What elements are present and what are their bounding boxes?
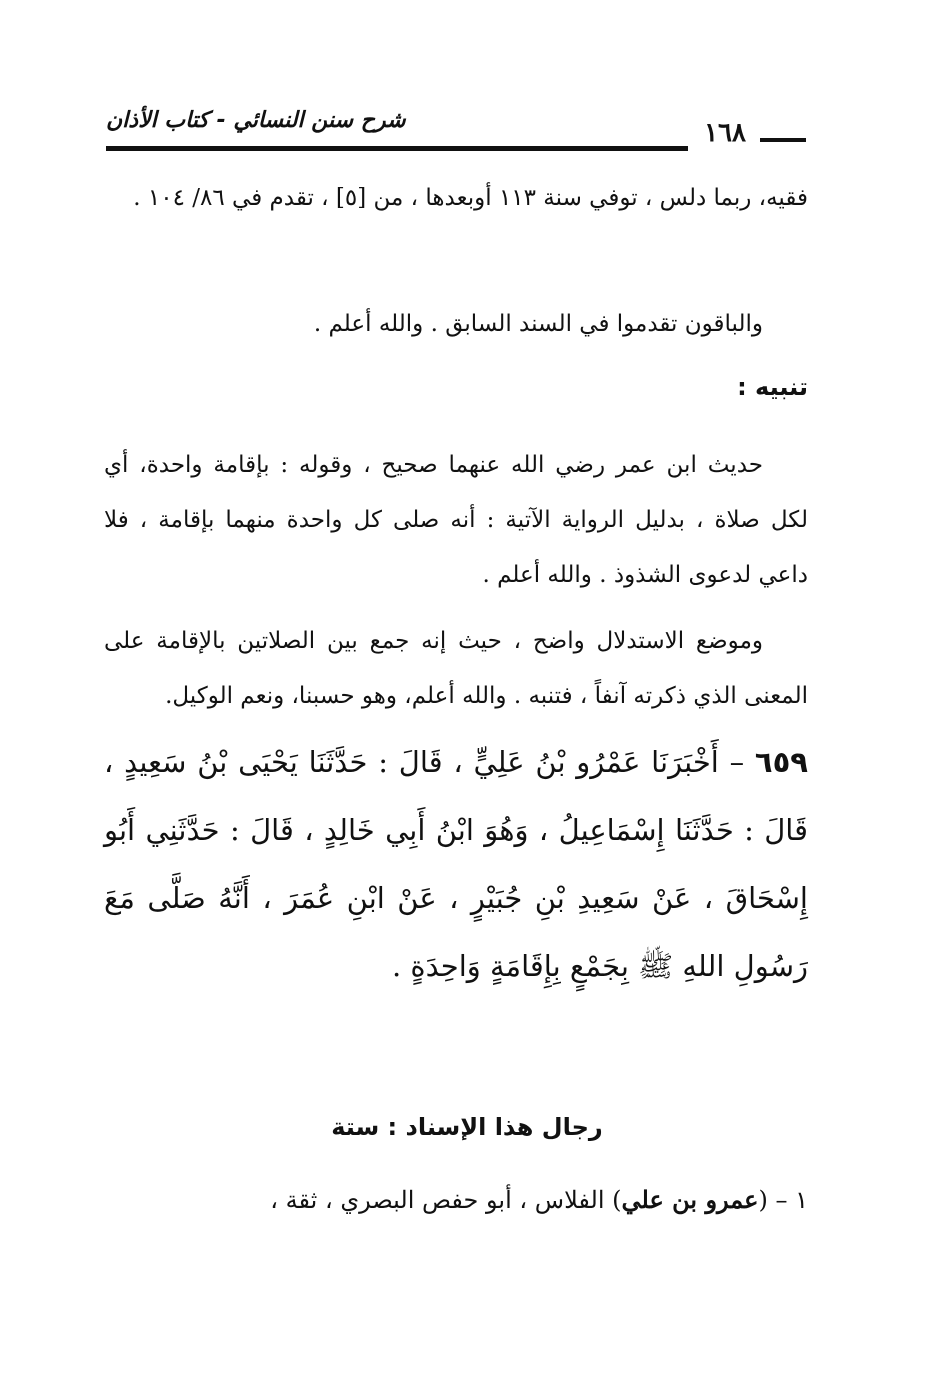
note-heading: تنبيه : [737, 373, 808, 401]
paragraph-narrator-continuation: فقيه، ربما دلس ، توفي سنة ١١٣ أوبعدها ، من [٥] ، تقدم في ٨٦/ ١٠٤ . [133, 185, 808, 211]
header-rule [106, 146, 688, 151]
running-header [106, 108, 806, 148]
header-dash [760, 138, 806, 142]
narrator-entry-prefix: ١ – ( [758, 1186, 808, 1214]
header-title: شرح سنن النسائي - كتاب الأذان [106, 108, 406, 133]
paragraph-inference: وموضع الاستدلال واضح ، حيث إنه جمع بين الصلاتين بالإقامة على المعنى الذي ذكرته آنفاً ، فتنبه . والله أعلم، وهو حسبنا، ونعم الوكيل. [104, 628, 808, 709]
hadith-dash: – [718, 745, 755, 779]
hadith-text: أَخْبَرَنَا عَمْرُو بْنُ عَلِيٍّ ، قَالَ : حَدَّثَنَا يَحْيَى بْنُ سَعِيدٍ ، قَالَ : حَدَّثَنَا إِسْمَاعِيلُ ، وَهُوَ ابْنُ أَبِي خَالِدٍ ، قَالَ : حَدَّثَنِي أَبُو إِسْحَاقَ ، عَنْ سَعِيدِ بْنِ جُبَيْرٍ ، عَنْ ابْنِ عُمَرَ ، أَنَّهُ صَلَّى مَعَ رَسُولِ اللهِ ﷺ بِجَمْعٍ بِإِقَامَةٍ وَاحِدَةٍ . [104, 745, 808, 983]
narrator-description: الفلاس ، أبو حفص البصري ، ثقة ، [270, 1186, 613, 1214]
paragraph-remaining-narrators: والباقون تقدموا في السند السابق . والله أعلم . [313, 311, 763, 337]
hadith-text-block [104, 728, 808, 1000]
narrator-entry-close: ) [612, 1186, 622, 1214]
narrator-name: عمرو بن علي [621, 1185, 759, 1214]
hadith-number: ٦٥٩ [754, 745, 809, 779]
page-number: ١٦٨ [704, 118, 746, 148]
paragraph-note-body: حديث ابن عمر رضي الله عنهما صحيح ، وقوله : بإقامة واحدة، أي لكل صلاة ، بدليل الرواية الآتية : أنه صلى كل واحدة منهما بإقامة ، فلا داعي لدعوى الشذوذ . والله أعلم . [104, 452, 808, 588]
narrator-entry [104, 1172, 808, 1228]
section-heading-narrators: رجال هذا الإسناد : ستة [331, 1113, 603, 1141]
